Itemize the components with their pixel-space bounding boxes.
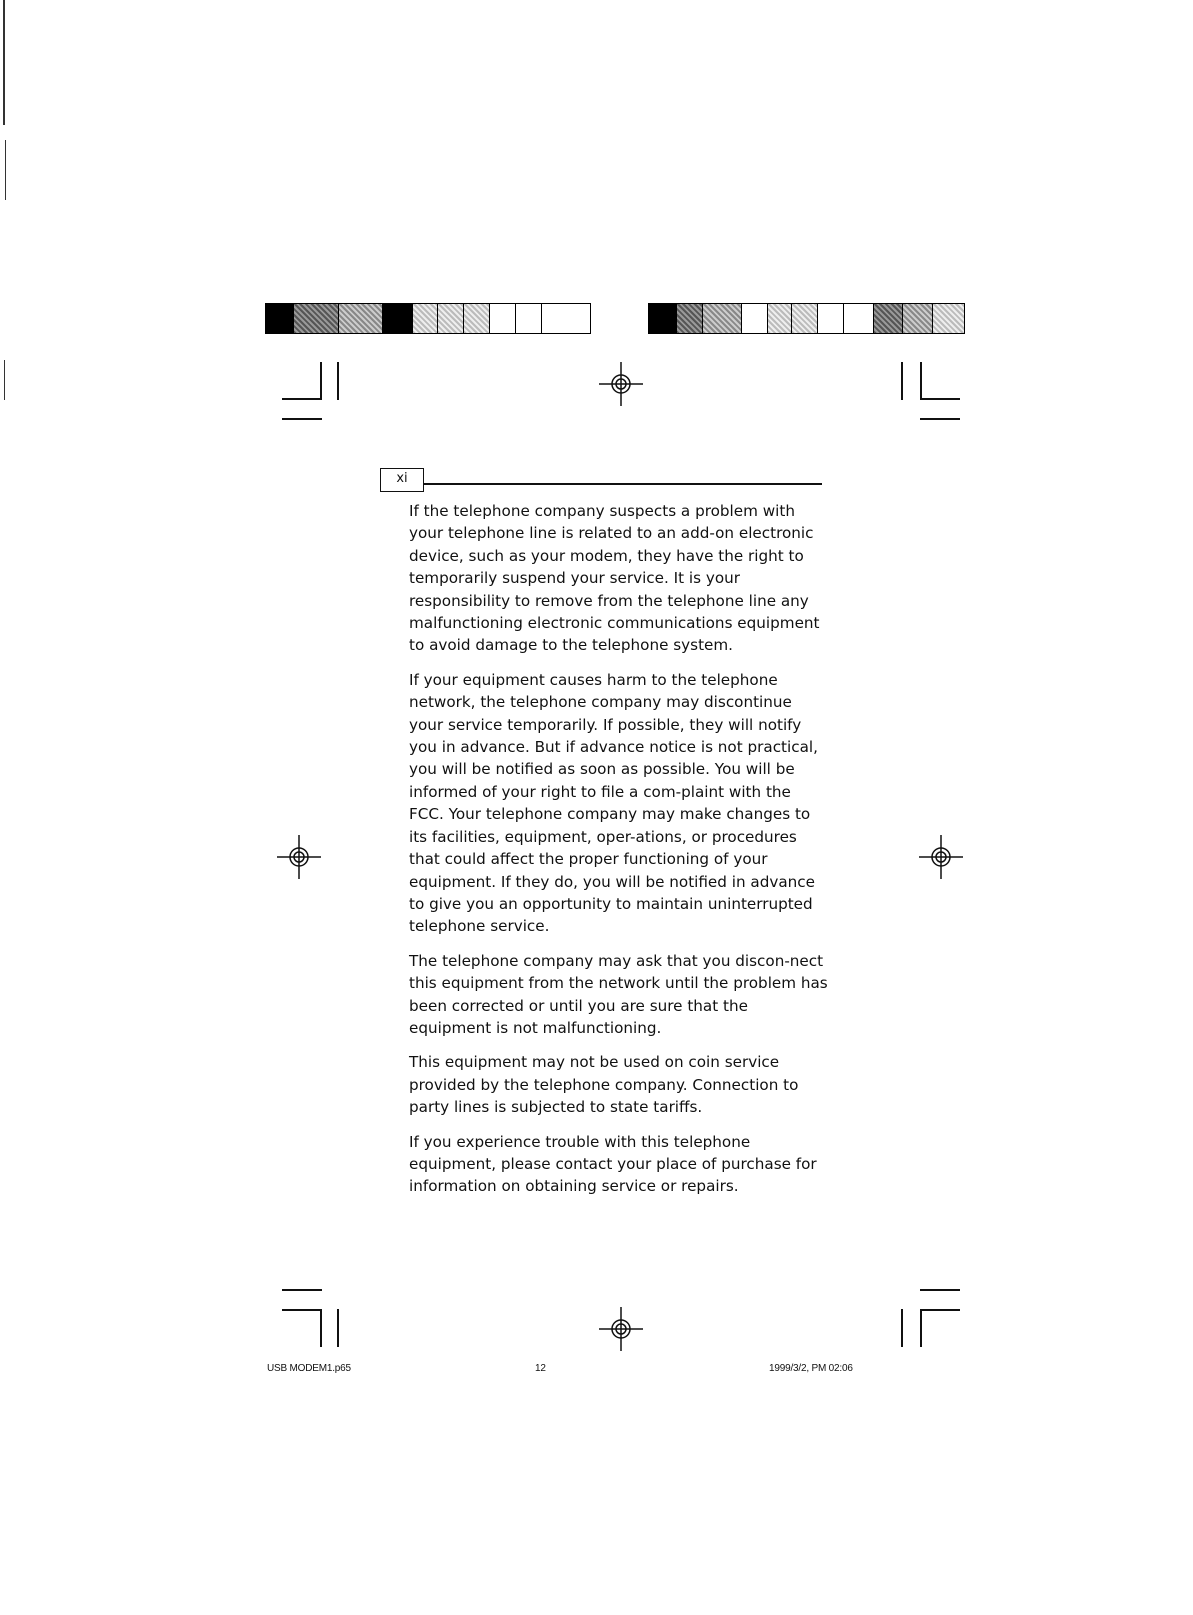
color-calibration-bar-right	[648, 303, 965, 334]
crop-mark	[282, 398, 322, 400]
registration-target-icon	[599, 362, 643, 406]
paragraph: The telephone company may ask that you discon-nect this equipment from the network until the problem has been corrected or until you are sure that the equipment is not malfunctioning.	[409, 951, 828, 1037]
registration-target-icon	[919, 835, 963, 879]
crop-mark	[920, 398, 960, 400]
registration-target-icon	[599, 1307, 643, 1351]
crop-mark	[901, 362, 903, 400]
crop-mark	[320, 1309, 322, 1347]
paragraph: If the telephone company suspects a problem with your telephone line is related to an add-on electronic device, such as your modem, they have the right to temporarily suspend your service. It is your responsibility to remove from the telephone line any malfunctioning electronic communications equipment to avoid damage to the telephone system.	[409, 502, 820, 655]
crop-mark	[282, 1309, 322, 1311]
footer-page-number: 12	[535, 1363, 546, 1374]
color-calibration-bar-left	[265, 303, 591, 334]
crop-mark	[920, 418, 960, 420]
paragraph: If your equipment causes harm to the telephone network, the telephone company may discontinue your service temporarily. If possible, they will notify you in advance. But if advance notice is not practical, you will be notified as soon as possible. You will be informed of your right to file a com-plaint with the FCC. Your telephone company may make changes to its facilities, equipment, oper-ations, or procedures that could affect the proper functioning of your equipment. If they do, you will be notified in advance to give you an opportunity to maintain uninterrupted telephone service.	[409, 670, 818, 936]
crop-mark	[320, 362, 322, 400]
crop-mark	[901, 1309, 903, 1347]
crop-mark	[920, 362, 922, 400]
crop-mark	[920, 1309, 960, 1311]
page-body	[409, 500, 829, 1210]
header-rule	[424, 483, 822, 485]
crop-mark	[920, 1309, 922, 1347]
crop-mark	[337, 362, 339, 400]
crop-mark	[282, 1289, 322, 1291]
paragraph: If you experience trouble with this telephone equipment, please contact your place of purchase for information on obtaining service or repairs.	[409, 1132, 817, 1196]
page-number-tab: xi	[380, 468, 424, 492]
crop-mark	[920, 1289, 960, 1291]
crop-mark	[282, 418, 322, 420]
crop-mark	[337, 1309, 339, 1347]
footer-filename: USB MODEM1.p65	[267, 1363, 351, 1374]
paragraph: This equipment may not be used on coin service provided by the telephone company. Connection to party lines is subjected to state tariffs.	[409, 1053, 799, 1117]
scan-speck	[5, 140, 6, 200]
scan-speck	[3, 0, 5, 125]
footer-timestamp: 1999/3/2, PM 02:06	[769, 1363, 853, 1374]
scan-speck	[4, 360, 5, 400]
registration-target-icon	[277, 835, 321, 879]
